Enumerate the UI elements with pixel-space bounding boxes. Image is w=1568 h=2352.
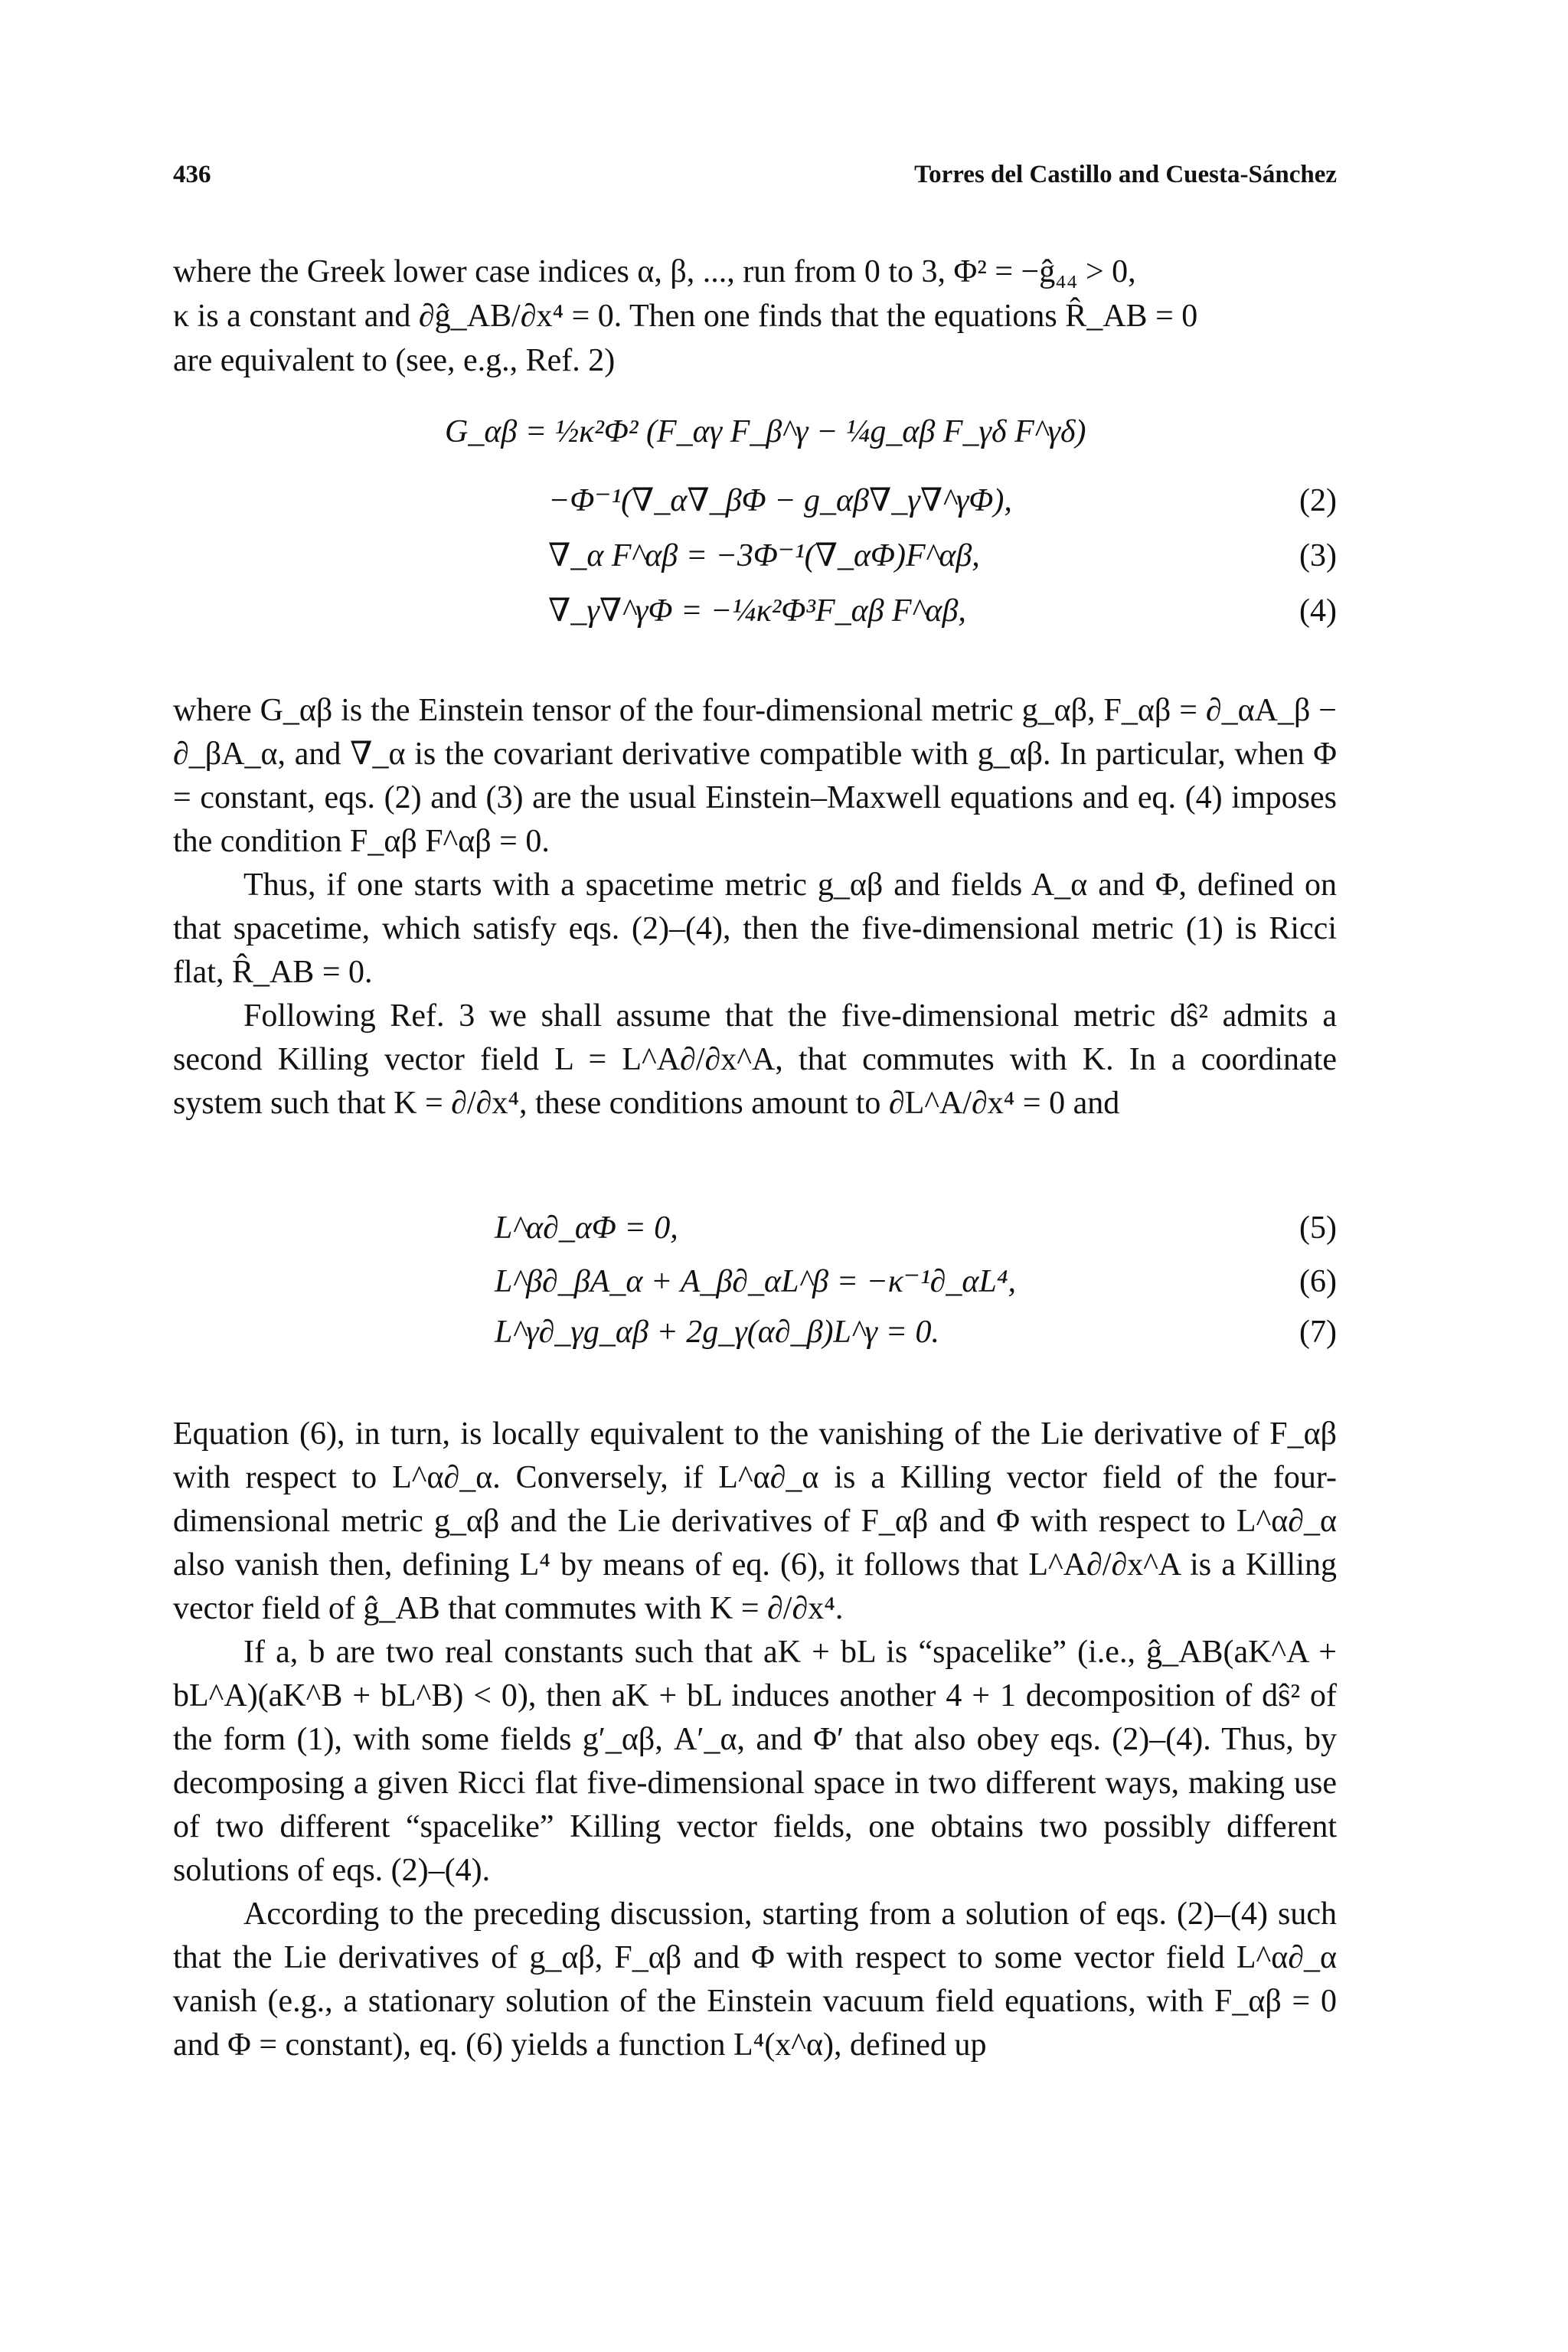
equation-number: (5) bbox=[1299, 1210, 1337, 1246]
equation-7 bbox=[173, 1314, 1337, 1351]
equation-expression: L^γ∂_γg_αβ + 2g_γ(α∂_β)L^γ = 0. bbox=[495, 1315, 939, 1350]
page-number: 436 bbox=[173, 161, 211, 188]
equation-number: (7) bbox=[1299, 1315, 1337, 1350]
equation-expression: ∇_α F^αβ = −3Φ⁻¹(∇_αΦ)F^αβ, bbox=[548, 538, 980, 573]
equation-number: (4) bbox=[1299, 593, 1337, 629]
equation-number: (6) bbox=[1299, 1264, 1337, 1299]
equation-3 bbox=[173, 536, 1337, 574]
equation-6 bbox=[173, 1262, 1337, 1300]
equation-expression: G_αβ = ½κ²Φ² (F_αγ F_β^γ − ¼g_αβ F_γδ F^γδ) bbox=[445, 414, 1086, 449]
paragraph-group-3 bbox=[173, 1413, 1337, 2067]
paragraph-3: Thus, if one starts with a spacetime metric g_αβ and fields A_α and Φ, defined on that spacetime, which satisfy eqs. (2)–(4), then the five-dimensional metric (1) is Ricci flat, R̂_AB = 0. bbox=[173, 867, 1337, 990]
paragraph-5: Equation (6), in turn, is locally equivalent to the vanishing of the Lie derivative of F_αβ with respect to L^α∂_α. Conversely, if L^α∂_α is a Killing vector field of the four-dimensional metric g_αβ and the Lie derivatives of F_αβ and Φ with respect to L^α∂_α also vanish then, defining L⁴ by means of eq. (6), it follows that L^A∂/∂x^A is a Killing vector field of ĝ_AB that commutes with K = ∂/∂x⁴. bbox=[173, 1416, 1337, 1626]
paragraph-1 bbox=[173, 250, 1337, 383]
equation-4 bbox=[173, 591, 1337, 629]
paragraph-7: According to the preceding discussion, starting from a solution of eqs. (2)–(4) such that the Lie derivatives of g_αβ, F_αβ and Φ with respect to some vector field L^α∂_α vanish (e.g., a stationary solution of the Einstein vacuum field equations, with F_αβ = 0 and Φ = constant), eq. (6) yields a function L⁴(x^α), defined up bbox=[173, 1896, 1337, 2063]
equation-expression: L^α∂_αΦ = 0, bbox=[495, 1210, 678, 1246]
running-title: Torres del Castillo and Cuesta-Sánchez bbox=[914, 161, 1337, 188]
equation-number: (2) bbox=[1299, 483, 1337, 518]
running-header bbox=[173, 161, 1337, 189]
paragraph-1-line-2: κ is a constant and ∂ĝ_AB/∂x⁴ = 0. Then one finds that the equations R̂_AB = 0 bbox=[173, 299, 1198, 334]
equation-5 bbox=[173, 1210, 1337, 1246]
paragraph-1-line-1: where the Greek lower case indices α, β, ..., run from 0 to 3, Φ² = −ĝ₄₄ > 0, bbox=[173, 254, 1136, 289]
equation-number: (3) bbox=[1299, 538, 1337, 573]
equation-2-line-2 bbox=[173, 481, 1337, 519]
equation-expression: L^β∂_βA_α + A_β∂_αL^β = −κ⁻¹∂_αL⁴, bbox=[495, 1264, 1016, 1299]
equation-block-2-4 bbox=[173, 413, 1337, 658]
equation-expression: ∇_γ∇^γΦ = −¼κ²Φ³F_αβ F^αβ, bbox=[548, 593, 966, 629]
paragraph-1-line-3: are equivalent to (see, e.g., Ref. 2) bbox=[173, 343, 616, 378]
equation-expression: −Φ⁻¹(∇_α∇_βΦ − g_αβ∇_γ∇^γΦ), bbox=[548, 483, 1012, 518]
paragraph-group-2 bbox=[173, 689, 1337, 1125]
paragraph-2: where G_αβ is the Einstein tensor of the four-dimensional metric g_αβ, F_αβ = ∂_αA_β − ∂_βA_α, and ∇_α is the covariant derivative compatible with g_αβ. In particular, when Φ = constant, eqs. (2) and (3) are the usual Einstein–Maxwell equations and eq. (4) imposes the condition F_αβ F^αβ = 0. bbox=[173, 693, 1337, 859]
paragraph-4: Following Ref. 3 we shall assume that the five-dimensional metric dŝ² admits a second Killing vector field L = L^A∂/∂x^A, that commutes with K. In a coordinate system such that K = ∂/∂x⁴, these conditions amount to ∂L^A/∂x⁴ = 0 and bbox=[173, 998, 1337, 1121]
equation-2-line-1 bbox=[173, 413, 1337, 450]
equation-block-5-7 bbox=[173, 1210, 1337, 1363]
paragraph-6: If a, b are two real constants such that aK + bL is “spacelike” (i.e., ĝ_AB(aK^A + bL^A)(aK^B + bL^B) < 0), then aK + bL induces another 4 + 1 decomposition of dŝ² of the form (1), with some fields g′_αβ, A′_α, and Φ′ that also obey eqs. (2)–(4). Thus, by decomposing a given Ricci flat five-dimensional space in two different ways, making use of two different “spacelike” Killing vector fields, one obtains two possibly different solutions of eqs. (2)–(4). bbox=[173, 1635, 1337, 1888]
